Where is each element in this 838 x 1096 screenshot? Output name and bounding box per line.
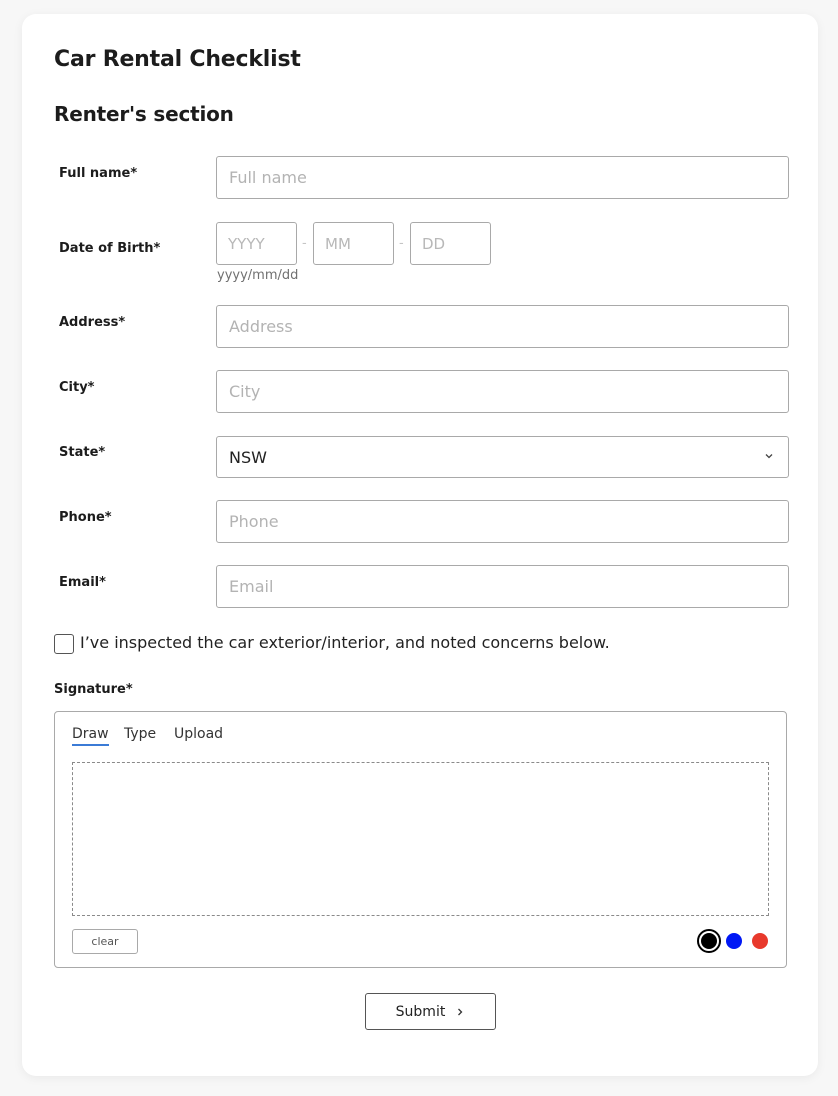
address-input[interactable] bbox=[216, 305, 789, 348]
form-card bbox=[22, 14, 818, 1076]
dob-year-input[interactable] bbox=[216, 222, 297, 265]
inspection-checkbox-row[interactable] bbox=[54, 633, 674, 655]
signature-canvas[interactable] bbox=[72, 762, 769, 916]
date-of-birth-label: Date of Birth* bbox=[59, 241, 161, 256]
phone-label: Phone* bbox=[59, 510, 112, 525]
submit-button[interactable] bbox=[365, 993, 496, 1030]
address-label: Address* bbox=[59, 315, 126, 330]
email-input[interactable] bbox=[216, 565, 789, 608]
section-title: Renter's section bbox=[54, 102, 234, 126]
clear-signature-button[interactable]: clear bbox=[72, 929, 138, 954]
submit-button-label: Submit bbox=[395, 1003, 446, 1020]
signature-label: Signature* bbox=[54, 682, 133, 697]
dob-format-hint: yyyy/mm/dd bbox=[217, 268, 299, 283]
tab-type[interactable]: Type bbox=[124, 726, 157, 742]
dob-day-input[interactable] bbox=[410, 222, 491, 265]
city-label: City* bbox=[59, 380, 95, 395]
state-label: State* bbox=[59, 445, 106, 460]
inspection-checkbox[interactable] bbox=[54, 634, 74, 654]
full-name-input[interactable] bbox=[216, 156, 789, 199]
page-title: Car Rental Checklist bbox=[54, 47, 301, 72]
tab-upload[interactable]: Upload bbox=[174, 726, 224, 742]
pen-color-black[interactable] bbox=[701, 933, 717, 949]
phone-input[interactable] bbox=[216, 500, 789, 543]
pen-color-blue[interactable] bbox=[726, 933, 742, 949]
dob-separator: - bbox=[302, 236, 307, 251]
chevron-right-icon bbox=[455, 1007, 465, 1017]
full-name-label: Full name* bbox=[59, 166, 138, 181]
email-label: Email* bbox=[59, 575, 106, 590]
city-input[interactable] bbox=[216, 370, 789, 413]
signature-pad bbox=[54, 711, 787, 968]
pen-color-red[interactable] bbox=[752, 933, 768, 949]
tab-draw[interactable]: Draw bbox=[72, 726, 109, 746]
dob-month-input[interactable] bbox=[313, 222, 394, 265]
state-select-value: NSW bbox=[229, 448, 267, 467]
chevron-down-icon bbox=[762, 449, 776, 463]
inspection-checkbox-label[interactable]: I’ve inspected the car exterior/interior, and noted concerns below. bbox=[80, 633, 610, 652]
state-select[interactable] bbox=[216, 436, 789, 478]
dob-separator: - bbox=[399, 236, 404, 251]
